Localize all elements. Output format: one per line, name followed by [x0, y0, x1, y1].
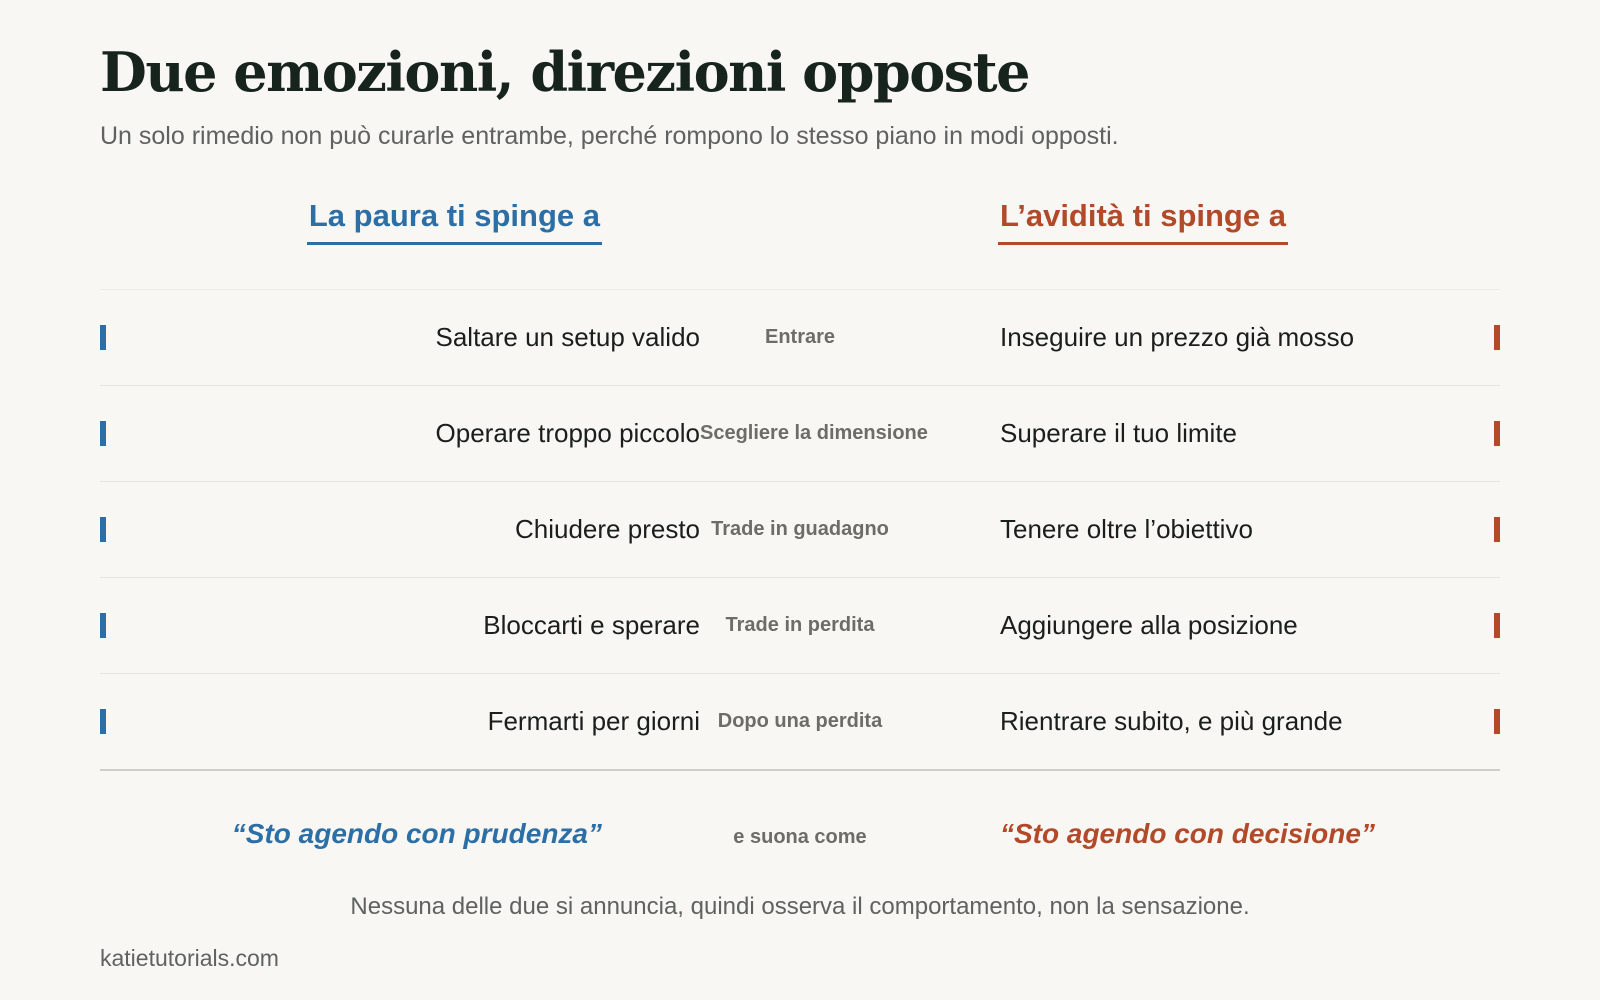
greed-marker: [1494, 709, 1500, 734]
greed-behavior: Superare il tuo limite: [1000, 418, 1237, 448]
situation-label: Entrare: [764, 326, 836, 348]
divider: [100, 769, 1500, 771]
situation-label: Scegliere la dimensione: [700, 422, 928, 444]
quote-connector: e suona come: [733, 826, 867, 848]
page-title: Due emozioni, direzioni opposte: [100, 40, 1029, 104]
situation-label: Trade in guadagno: [711, 518, 889, 540]
table-row: [100, 481, 1500, 577]
fear-marker: [100, 709, 106, 734]
greed-marker: [1494, 325, 1500, 350]
situation-label: Dopo una perdita: [717, 710, 883, 732]
greed-marker: [1494, 421, 1500, 446]
greed-behavior: Inseguire un prezzo già mosso: [1000, 322, 1355, 352]
table-row: [100, 385, 1500, 481]
greed-column-heading: L’avidità ti spinge a: [998, 198, 1288, 245]
comparison-table: [100, 289, 1500, 769]
greed-marker: [1494, 613, 1500, 638]
table-row: [100, 577, 1500, 673]
table-row: [100, 673, 1500, 769]
page-subtitle: Un solo rimedio non può curarle entrambe, perché rompono lo stesso piano in modi opposti.: [100, 122, 1119, 150]
fear-column-heading: La paura ti spinge a: [307, 198, 602, 245]
fear-behavior: Bloccarti e sperare: [483, 610, 700, 640]
fear-behavior: Saltare un setup valido: [435, 322, 700, 352]
site-credit: katietutorials.com: [100, 945, 279, 971]
fear-behavior: Fermarti per giorni: [487, 706, 700, 736]
closing-note: Nessuna delle due si annuncia, quindi osserva il comportamento, non la sensazione.: [350, 893, 1250, 920]
greed-marker: [1494, 517, 1500, 542]
greed-behavior: Tenere oltre l’obiettivo: [1000, 514, 1253, 544]
table-row: [100, 289, 1500, 385]
fear-marker: [100, 517, 106, 542]
fear-behavior: Chiudere presto: [515, 514, 700, 544]
fear-marker: [100, 421, 106, 446]
greed-behavior: Rientrare subito, e più grande: [1000, 706, 1343, 736]
greed-behavior: Aggiungere alla posizione: [1000, 610, 1298, 640]
situation-label: Trade in perdita: [725, 614, 875, 636]
fear-quote: “Sto agendo con prudenza”: [231, 818, 602, 849]
fear-marker: [100, 613, 106, 638]
fear-marker: [100, 325, 106, 350]
fear-behavior: Operare troppo piccolo: [435, 418, 700, 448]
greed-quote: “Sto agendo con decisione”: [1000, 818, 1375, 849]
